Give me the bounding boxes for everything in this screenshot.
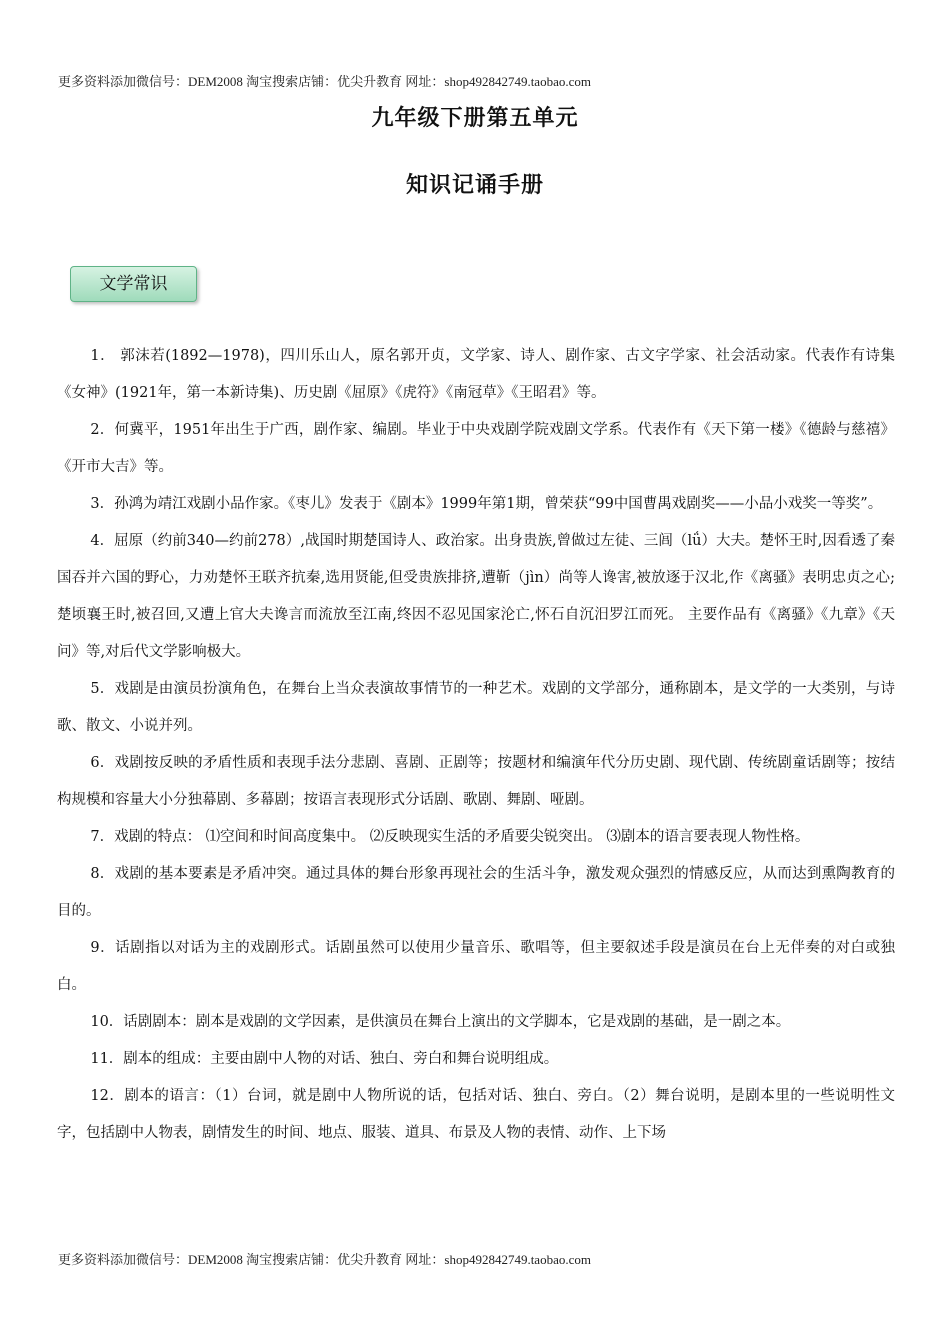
- document-subtitle: 知识记诵手册: [405, 172, 544, 198]
- paragraph-9: 9．话剧指以对话为主的戏剧形式。话剧虽然可以使用少量音乐、歌唱等，但主要叙述手段是演员在台上无伴奏的对白或独白。: [57, 940, 895, 993]
- page-header: 更多资料添加微信号：DEM2008 淘宝搜索店铺：优尖升教育 网址：shop492842749.taobao.com: [58, 74, 591, 89]
- paragraph-12: 12．剧本的语言：（1）台词，就是剧中人物所说的话，包括对话、独白、旁白。（2）舞台说明，是剧本里的一些说明性文字，包括剧中人物表，剧情发生的时间、地点、服装、道具、布景及人物的表情、动作、上下场: [57, 1088, 895, 1141]
- paragraph-6: 6．戏剧按反映的矛盾性质和表现手法分悲剧、喜剧、正剧等；按题材和编演年代分历史剧、现代剧、传统剧童话剧等；按结构规模和容量大小分独幕剧、多幕剧；按语言表现形式分话剧、歌剧、舞剧、哑剧。: [57, 755, 895, 808]
- paragraph-7: 7．戏剧的特点： ⑴空间和时间高度集中。 ⑵反映现实生活的矛盾要尖锐突出。 ⑶剧本的语言要表现人物性格。: [90, 829, 810, 845]
- page-footer: 更多资料添加微信号：DEM2008 淘宝搜索店铺：优尖升教育 网址：shop492842749.taobao.com: [58, 1252, 591, 1267]
- document-title: 九年级下册第五单元: [371, 105, 579, 131]
- paragraph-1: 1． 郭沫若(1892—1978)，四川乐山人，原名郭开贞，文学家、诗人、剧作家、古文字学家、社会活动家。代表作有诗集《女神》(1921年，第一本新诗集)、历史剧《屈原》《虎符》《南冠草》《王昭君》等。: [57, 348, 895, 401]
- section-label-literary-knowledge: 文学常识: [70, 266, 197, 302]
- paragraph-11: 11．剧本的组成：主要由剧中人物的对话、独白、旁白和舞台说明组成。: [90, 1051, 559, 1067]
- paragraph-5: 5．戏剧是由演员扮演角色，在舞台上当众表演故事情节的一种艺术。戏剧的文学部分，通称剧本，是文学的一大类别，与诗歌、散文、小说并列。: [57, 681, 895, 734]
- paragraph-3: 3．孙鸿为靖江戏剧小品作家。《枣儿》发表于《剧本》1999年第1期，曾荣获“99中国曹禺戏剧奖——小品小戏奖一等奖”。: [90, 496, 883, 512]
- paragraph-10: 10．话剧剧本：剧本是戏剧的文学因素，是供演员在舞台上演出的文学脚本，它是戏剧的基础，是一剧之本。: [90, 1014, 791, 1030]
- content-body: [57, 338, 895, 1152]
- paragraph-8: 8．戏剧的基本要素是矛盾冲突。通过具体的舞台形象再现社会的生活斗争，激发观众强烈的情感反应，从而达到熏陶教育的目的。: [57, 866, 895, 919]
- paragraph-2: 2．何冀平，1951年出生于广西，剧作家、编剧。毕业于中央戏剧学院戏剧文学系。代表作有《天下第一楼》《德龄与慈禧》《开市大吉》等。: [57, 422, 895, 475]
- paragraph-4: 4．屈原（约前340—约前278）,战国时期楚国诗人、政治家。出身贵族,曾做过左徒、三闾（lǘ）大夫。楚怀王时,因看透了秦国吞并六国的野心，力劝楚怀王联齐抗秦,选用贤能,但受贵族排挤,遭靳（jìn）尚等人谗害,被放逐于汉北,作《离骚》表明忠贞之心;楚顷襄王时,被召回,又遭上官大夫谗言而流放至江南,终因不忍见国家沦亡,怀石自沉汨罗江而死。 主要作品有《离骚》《九章》《天问》等,对后代文学影响极大。: [57, 533, 895, 660]
